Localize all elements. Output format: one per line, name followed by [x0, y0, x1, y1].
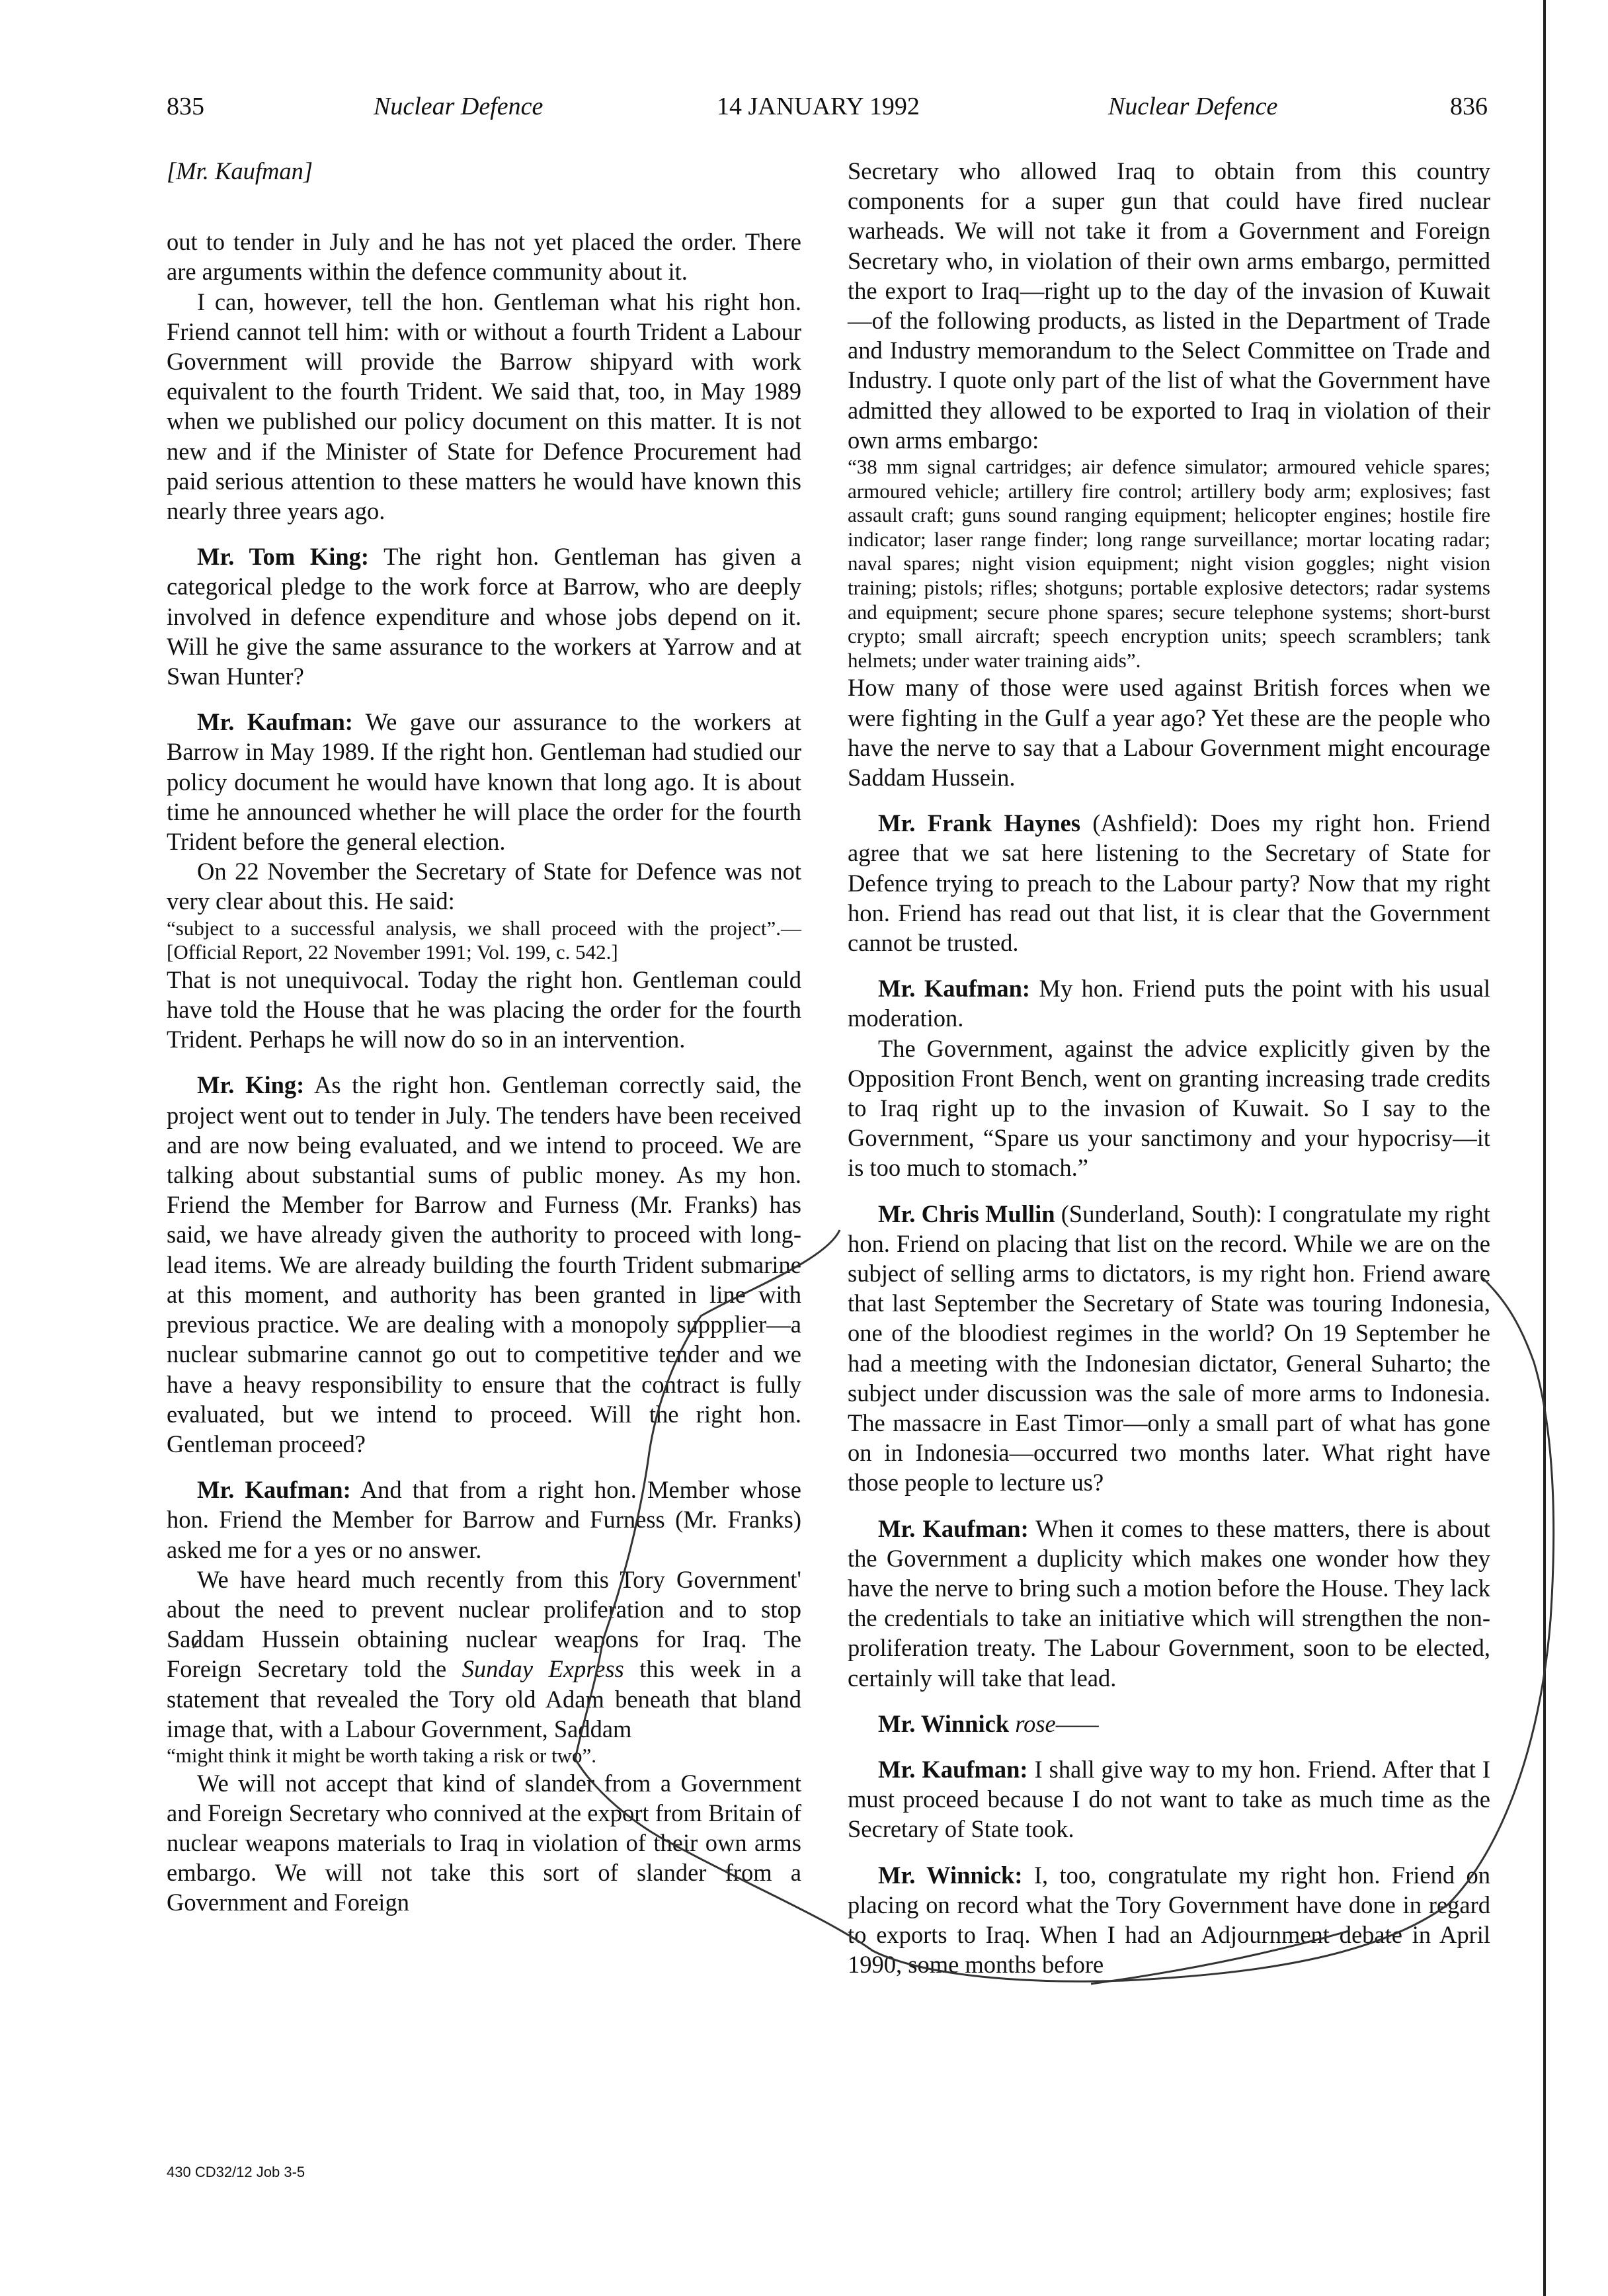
continuation-speaker-label: [Mr. Kaufman]	[167, 157, 313, 184]
speech-paragraph	[848, 1754, 1490, 1844]
speech-paragraph	[848, 1199, 1490, 1498]
speaker-name: Mr. Kaufman:	[878, 975, 1031, 1003]
right-column	[848, 156, 1490, 1980]
speech-text: When it comes to these matters, there is about the Government a duplicity which makes one wonder how they have the nerve to bring such a motion before the House. They lack the credentials to take an initiative which will strengthen the non-proliferation treaty. The Labour Government, soon to be elected, certainly will take that lead.	[848, 1514, 1490, 1692]
speaker-name: Mr. King:	[197, 1071, 305, 1099]
speech-text: As the right hon. Gentleman correctly said, the project went out to tender in July. The tenders have been received and are now being evaluated, and we intend to proceed. We are talking about substantial sums of public money. As my hon. Friend the Member for Barrow and Furness (Mr. Franks) has said, we have already given the authority to proceed with long-lead items. We are already building the fourth Trident submarine at this moment, and authority has been granted in line with previous practice. We are dealing with a monopoly suppplier—a nuclear submarine cannot go out to competitive tender and we have a heavy responsibility to ensure that the contract is fully evaluated, but we intend to proceed. Will the right hon. Gentleman proceed?	[167, 1071, 801, 1457]
speaker-name: Mr. Winnick:	[878, 1861, 1023, 1889]
speech-paragraph	[167, 707, 801, 856]
left-column	[167, 156, 801, 1918]
speaker-name: Mr. Kaufman:	[878, 1514, 1029, 1542]
text-run: We have heard much recently from this Tory Government' about the need to prevent nuclear proliferation and to stop Saddam Hussein obtaining nuclear weapons for Iraq. The Foreign Secretary told the	[167, 1565, 801, 1683]
paragraph: The Government, against the advice explicitly given by the Opposition Front Bench, went on granting increasing trade credits to Iraq right up to the invasion of Kuwait. So I say to the Government, “Spare us your sanctimony and your hypocrisy—it is too much to stomach.”	[848, 1034, 1490, 1182]
speech-paragraph	[167, 1475, 801, 1565]
paragraph: out to tender in July and he has not yet placed the order. There are arguments within the defence community about it.	[167, 228, 801, 286]
italic-text: Sunday Express	[462, 1655, 624, 1683]
speech-paragraph	[848, 1709, 1490, 1739]
speech-text: I, too, congratulate my right hon. Friend on placing on record what the Tory Government have done in regard to exports to Iraq. When I had an Adjournment debate in April 1990, some months before	[848, 1861, 1490, 1979]
paragraph: How many of those were used against British forces when we were fighting in the Gulf a year ago? Yet these are the people who have the nerve to say that a Labour Government might encourage Saddam Hussein.	[848, 674, 1490, 791]
running-title-left: Nuclear Defence	[374, 93, 543, 120]
speech-text: And that from a right hon. Member whose hon. Friend the Member for Barrow and Furness (Mr. Franks) asked me for a yes or no answer.	[167, 1476, 801, 1563]
scan-edge-line	[1543, 0, 1546, 2296]
quotation: “38 mm signal cartridges; air defence simulator; armoured vehicle spares; armoured vehicle; artillery fire control; artillery body arm; explosives; fast assault craft; guns sound ranging equipment; helicopter engines; hostile fire indicator; laser range finder; long range surveillance; mortar locating radar; naval spares; night vision equipment; night vision goggles; night vision training; pistols; rifles; shotguns; portable explosive detectors; radar systems and equipment; secure phone spares; secure telephone systems; short-burst crypto; small aircraft; speech encryption units; speech scramblers; tank helmets; under water training aids”.	[848, 455, 1490, 672]
speaker-name: Mr. Kaufman:	[197, 708, 353, 736]
paragraph: We will not accept that kind of slander from a Government and Foreign Secretary who connived at the export from Britain of nuclear weapons materials to Iraq in violation of their own arms embargo. We will not take this sort of slander from a Government and Foreign	[167, 1769, 801, 1916]
quotation: “subject to a successful analysis, we shall proceed with the project”.—[Official Report, 22 November 1991; Vol. 199, c. 542.]	[167, 916, 801, 964]
speech-text: The right hon. Gentleman has given a categorical pledge to the work force at Barrow, who are deeply involved in defence expenditure and whose jobs depend on it. Will he give the same assurance to the workers at Yarrow and at Swan Hunter?	[167, 543, 802, 690]
paragraph: I can, however, tell the hon. Gentleman what his right hon. Friend cannot tell him: with or without a fourth Trident a Labour Government will provide the Barrow shipyard with work equivalent to the fourth Trident. We said that, too, in May 1989 when we published our policy document on this matter. It is not new and if the Minister of State for Defence Procurement had paid serious attention to these matters he would have known this nearly three years ago.	[167, 288, 801, 525]
running-title-right: Nuclear Defence	[1108, 93, 1278, 120]
speech-text: My hon. Friend puts the point with his usual moderation.	[848, 975, 1490, 1032]
speech-paragraph	[848, 1860, 1490, 1980]
page-number-left: 835	[167, 93, 204, 120]
speaker-name: Mr. Kaufman:	[197, 1476, 351, 1504]
page-number-right: 836	[1450, 93, 1488, 120]
speaker-name: Mr. Winnick	[878, 1709, 1010, 1737]
speech-text: (Sunderland, South): I congratulate my right hon. Friend on placing that list on the record. While we are on the subject of selling arms to dictators, is my right hon. Friend aware that last September the Secretary of State was touring Indonesia, one of the bloodiest regimes in the world? On 19 September he had a meeting with the Indonesian dictator, General Suharto; the subject under discussion was the sale of more arms to Indonesia. The massacre in East Timor—only a small part of what has gone on in Indonesia—occurred two months later. What right have those people to lecture us?	[848, 1200, 1490, 1496]
speech-paragraph	[167, 542, 801, 691]
paragraph: Secretary who allowed Iraq to obtain from this country components for a super gun that could have fired nuclear warheads. We will not take it from a Government and Foreign Secretary who, in violation of their own arms embargo, permitted the export to Iraq—right up to the day of the invasion of Kuwait—of the following products, as listed in the Department of Trade and Industry memorandum to the Select Committee on Trade and Industry. I quote only part of the list of what the Government have admitted they allowed to be exported to Iraq in violation of their own arms embargo:	[848, 157, 1490, 454]
speaker-name: Mr. Frank Haynes	[878, 809, 1081, 837]
speech-paragraph	[848, 808, 1490, 958]
speech-text: rose——	[1009, 1709, 1099, 1737]
speaker-name: Mr. Kaufman:	[878, 1756, 1028, 1784]
speech-paragraph	[848, 1514, 1490, 1693]
speaker-name: Mr. Chris Mullin	[878, 1200, 1055, 1227]
speech-paragraph	[167, 1070, 801, 1459]
print-job-footer: 430 CD32/12 Job 3-5	[167, 2164, 305, 2180]
header-date: 14 JANUARY 1992	[717, 93, 920, 120]
speech-text: I shall give way to my hon. Friend. After that I must proceed because I do not want to take as much time as the Secretary of State took.	[848, 1756, 1491, 1843]
paragraph: On 22 November the Secretary of State for Defence was not very clear about this. He said:	[167, 858, 801, 915]
paragraph: That is not unequivocal. Today the right hon. Gentleman could have told the House that he was placing the order for the fourth Trident. Perhaps he will now do so in an intervention.	[167, 965, 801, 1053]
speaker-name: Mr. Tom King:	[197, 543, 370, 571]
text-run: this week in a statement that revealed the Tory old Adam beneath that bland image that, with a Labour Government, Saddam	[167, 1655, 801, 1742]
speech-text: We gave our assurance to the workers at Barrow in May 1989. If the right hon. Gentleman had studied our policy document he would have known that long ago. It is about time he announced whether he will place the order for the fourth Trident before the general election.	[167, 708, 801, 856]
speech-text: (Ashfield): Does my right hon. Friend agree that we sat here listening to the Secretary of State for Defence trying to preach to the Labour party? Now that my right hon. Friend has read out that list, it is clear that the Government cannot be trusted.	[848, 809, 1490, 956]
paragraph	[167, 1565, 801, 1744]
quotation: “might think it might be worth taking a risk or two”.	[167, 1743, 597, 1767]
speech-paragraph	[848, 973, 1490, 1033]
